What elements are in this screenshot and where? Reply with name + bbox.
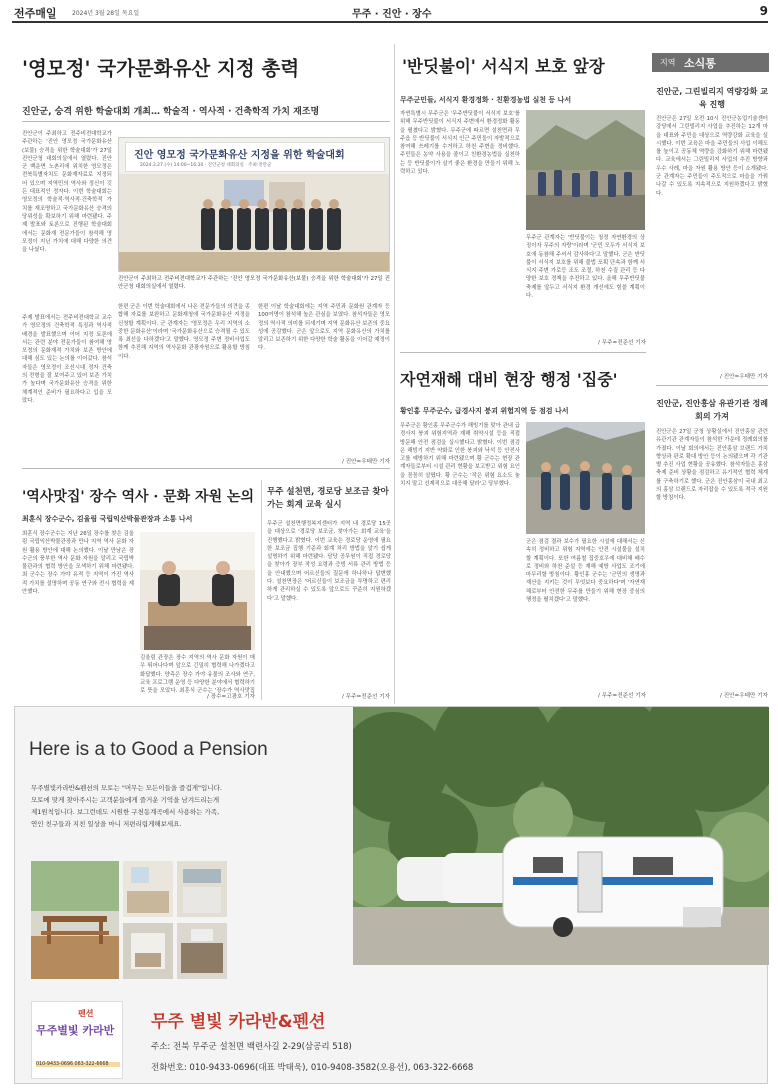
article2-col2: 무주군 관계자는 '반딧불이는 청정 자연환경의 상징이자 무주의 자랑'이라며 '군민 모두가 서식지 보호에 동참해 주셔서 감사하다'고 말했다. 군은 반딧불이 서식지 보호를 위해 불법 포획 단속과 함께 서식지 주변 가로등 조도 조절, 하천 수질 관리 등 다양한 보호 정책을 추진하고 있다. 올해 무주반딧불축제를 앞두고 서식지 환경 개선에도 힘쓸 계획이다. bbox=[526, 235, 645, 300]
article1-col1: 진안군이 주최하고 전주비전대학교가 주관하는 '진안 영모정 국가문화유산(보물) 승격을 위한 학술대회'가 27일 진안군청 대회의실에서 열렸다. 진안군 백운면 노촌리에 위치한 영모정은 전북특별자치도 문화재자료로 지정되어 있으며 지역민의 역사와 정신이 깃든 대표적인 정자다. 이번 학술대회는 영모정의 학술적·역사적·건축학적 가치를 재조명하고 국가문화유산 승격의 당위성을 확보하기 위해 마련됐다. 주제 발표와 토론으로 진행된 학술대회에서는 문화재 전문가들이 참석해 영모정이 지닌 가치에 대해 다양한 의견을 나눴다. bbox=[22, 131, 112, 254]
ad-address: 주소: 전북 무주군 설천면 백련사길 2-29(삼공리 518) bbox=[151, 1042, 352, 1052]
paper-name: 전주매일 bbox=[14, 7, 57, 20]
ad-photo-interior-1 bbox=[123, 861, 173, 917]
article1-col3: 한편 군은 이번 학술대회에서 나온 전문가들의 의견을 종합해 자료를 보완하고 문화재청에 국가문화유산 지정을 신청할 계획이다. 군 관계자는 '영모정은 우리 지역의 소중한 문화유산'이라며 '국가문화유산으로 승격될 수 있도록 최선을 다하겠다'고 말했다. 영모정 주변 정비사업도 함께 추진해 지역의 역사문화 관광자원으로 활용할 방침이다. bbox=[118, 304, 250, 360]
divider-v2 bbox=[261, 480, 262, 700]
interior-photo-4 bbox=[177, 923, 227, 979]
interior-photo-3 bbox=[123, 923, 173, 979]
logo-phone: 010-9433-0696 063-322-6668 bbox=[36, 1062, 120, 1067]
divider-v1 bbox=[394, 44, 395, 704]
ad-phone: 전화번호: 010-9433-0696(대표 박태욱), 010-9408-3582(오용선), 063-322-6668 bbox=[151, 1063, 474, 1073]
interior-photo-2 bbox=[177, 861, 227, 917]
ad-desc-4: 연인 친구들과 지친 일상을 마니 저편리립게해보세요. bbox=[31, 820, 182, 828]
photo-banner-small: 2024.3.27.(수) 14:00~16:30 · 진안군청 대회의실 · 주최:진안군 bbox=[140, 163, 272, 168]
article3-byline: / 무주=전준선 기자 bbox=[598, 693, 646, 699]
article2-subhead: 무주군민들, 서식지 환경정화 · 친환경농법 실천 등 나서 bbox=[400, 96, 572, 104]
ad-desc-3: 제1원칙입니다. 보그런데도 시원한 구천동계곡에서 사용하는 가족, bbox=[31, 808, 220, 816]
ad-photo-interior-2 bbox=[177, 861, 227, 917]
page-number: 9 bbox=[759, 4, 768, 18]
article1-col4: 한편 이날 학술대회에는 지역 주민과 문화원 관계자 등 100여명이 참석해 높은 관심을 보였다. 참석자들은 영모정의 역사적 의미를 되새기며 지역 문화유산 보존의 중요성에 공감했다. 군은 앞으로도 지역 문화유산의 가치를 알리고 보존하기 위한 다양한 학술 활동을 이어갈 예정이다. bbox=[258, 304, 390, 352]
section-title: 무주 · 진안 · 장수 bbox=[352, 9, 432, 20]
article5-col1: 무주군 설천면행정복지센터가 지역 내 경로당 15곳을 대상으로 '경로당 보조금, 찾아가는 회계 교육'을 진행했다고 밝혔다. 이번 교육은 경로당 운영에 필요한 보조금 집행 기준과 회계 처리 방법을 알기 쉽게 설명하기 위해 마련됐다. 담당 공무원이 직접 경로당을 찾아가 장부 작성 요령과 증빙 서류 관리 방법 등을 안내했으며 어르신들의 질문에 하나하나 답변했다. 설천면장은 '어르신들이 보조금을 투명하고 편리하게 관리하실 수 있도록 앞으로도 꾸준히 지원하겠다'고 말했다. bbox=[267, 521, 391, 602]
sidebar-item1-body: 진안군은 27일 오전 10시 진안군농업기술센터 강당에서 그린빌리지 사업을 추진하는 12개 마을 대표와 주민을 대상으로 역량강화 교육을 실시했다. 이번 교육은 마을 주민들의 사업 이해도를 높이고 공동체 역량을 강화하기 위해 마련됐다. 교육에서는 그린빌리지 사업의 추진 방향과 우수 사례, 마을 자원 활용 방안 등이 소개됐다. 군 관계자는 주민들이 주도적으로 마을을 가꿔 나갈 수 있도록 지속적으로 지원하겠다고 밝혔다. bbox=[656, 116, 768, 197]
volunteers-photo bbox=[526, 110, 645, 230]
article1-caption: 진안군이 주최하고 전주비전대학교가 주관하는 '진안 영모정 국가문화유산(보물) 승격을 위한 학술대회'가 27일 진안군청 대회의실에서 열렸다. bbox=[118, 276, 390, 291]
masthead-rule bbox=[12, 21, 768, 23]
ad-photo-caravans bbox=[353, 707, 769, 965]
ad-box bbox=[14, 706, 768, 1084]
sidebar-divider bbox=[656, 385, 768, 386]
article2-byline: / 무주=전준선 기자 bbox=[598, 340, 646, 346]
article1-headline: '영모정' 국가문화유산 지정 총력 bbox=[22, 57, 300, 80]
photo-banner-title: 진안 영모정 국가문화유산 지정을 위한 학술대회 bbox=[134, 150, 345, 161]
logo-main: 무주별빛 카라반 bbox=[36, 1024, 115, 1037]
article4-byline: / 장수=고광호 기자 bbox=[207, 694, 255, 700]
article3-col1: 무주군은 황인홍 무주군수가 해빙기를 맞아 관내 급경사지 붕괴 위험지역과 재해 취약시설 등을 직접 방문해 안전 점검을 실시했다고 밝혔다. 이번 점검은 해빙기 지반 약화로 인한 붕괴와 낙석 등 안전사고를 예방하기 위해 마련됐으며 황 군수는 현장 관계자들로부터 시설 관리 현황을 보고받고 위험 요인을 꼼꼼히 살폈다. 황 군수는 '작은 위험 요소도 놓치지 말고 선제적으로 대응해 달라'고 당부했다. bbox=[400, 423, 520, 488]
masthead bbox=[12, 4, 768, 20]
sidebar-header bbox=[652, 53, 769, 72]
meeting-photo bbox=[140, 532, 255, 650]
issue-date: 2024년 3월 28일 목요일 bbox=[72, 10, 140, 17]
article1-col2: 주제 발표에서는 전주비전대학교 교수가 영모정의 건축학적 특징과 역사적 배경을 발표했으며 이어 지정 토론에서는 관련 분야 전문가들이 참여해 영모정의 문화재적 가치와 보존 방안에 대해 심도 있는 논의를 이어갔다. 참석자들은 영모정이 조선시대 정자 건축의 전형을 잘 보여주고 있어 보존 가치가 높다며 국가문화유산 승격을 위한 체계적인 준비가 필요하다고 입을 모았다. bbox=[22, 315, 112, 404]
article1-subhead: 진안군, 숭격 위한 학술대회 개최… 학술적 · 역사적 · 건축학적 가치 재조명 bbox=[22, 107, 320, 117]
photo-banner bbox=[125, 142, 385, 172]
article1-byline: / 진안=우태만 기자 bbox=[342, 459, 390, 465]
article3-headline: 자연재해 대비 현장 행정 '집중' bbox=[400, 370, 618, 389]
divider-h-a2 bbox=[400, 352, 646, 353]
sidebar-item1-byline: / 진안=우태만 기자 bbox=[720, 374, 768, 380]
deck-photo bbox=[31, 861, 119, 979]
ad-headline: Here is a to Good a Pension bbox=[29, 739, 268, 760]
logo-top: 펜션 bbox=[78, 1009, 94, 1018]
divider-h-a1 bbox=[22, 468, 390, 469]
article4-subhead: 최훈식 장수군수, 김울림 국립익산박물관장과 소통 나서 bbox=[22, 515, 193, 523]
ad-desc-1: 무주별빛카라반&펜션의 모토는 "머무는 모든이들을 즐겁게"입니다. bbox=[31, 784, 222, 792]
caravan-photo bbox=[353, 707, 769, 965]
article2-col1: 자연특별시 무주군은 '무주반딧불이 서식지 보호'를 위해 무주반딧불이 서식지 주변에서 환경정화 활동을 펼쳤다고 밝혔다. 무주군에 따르면 설천면과 무주읍 등 반딧불이 서식지 인근 주민들이 자발적으로 참여해 쓰레기를 수거하고 하천 주변을 정비했다. 주민들은 농약 사용을 줄이고 친환경농법을 실천하는 등 반딧불이가 살기 좋은 환경을 만들기 위해 노력하고 있다. bbox=[400, 111, 520, 176]
article4-headline: '역사맛집' 장수 역사 · 문화 자원 논의 bbox=[22, 489, 255, 505]
article3-subhead: 황인홍 무주군수, 급경사지 붕괴 위험지역 등 점검 나서 bbox=[400, 407, 569, 415]
group-photo bbox=[119, 174, 390, 272]
sidebar-item2-headline: 진안군, 진안흥삼 유관기관 정례회의 가져 bbox=[656, 399, 768, 421]
sidebar-item1-headline: 진안군, 그린빌리지 역량강화 교육 진행 bbox=[656, 87, 768, 109]
ad-photo-interior-3 bbox=[123, 923, 173, 979]
article4-photo bbox=[140, 532, 255, 650]
article4-col2: 김울림 관장은 장수 지역의 역사 문화 자원이 매우 뛰어나다며 앞으로 긴밀히 협력해 나가겠다고 화답했다. 양측은 장수 가야 유물의 조사와 연구, 교육 프로그램 운영 등 다양한 분야에서 협력하기로 뜻을 모았다. 최훈식 군수는 '장수가 역사맛집 bbox=[140, 655, 255, 694]
inspection-photo bbox=[526, 422, 645, 534]
article2-photo bbox=[526, 110, 645, 230]
article1-photo bbox=[118, 137, 390, 272]
ad-logo bbox=[31, 1001, 123, 1079]
article3-photo bbox=[526, 422, 645, 534]
article1-sub-rule bbox=[22, 121, 390, 122]
ad-photo-interior-4 bbox=[177, 923, 227, 979]
sidebar-label: 지역 bbox=[660, 58, 676, 67]
article5-headline: 무주 설천면, 경로당 보조금 찾아가는 회계 교육 실시 bbox=[267, 487, 389, 510]
ad-desc-2: 모토에 맞게 찾아주시는 고객분들에게 즐거운 기억을 남겨드리는게 bbox=[31, 796, 220, 804]
sidebar-item2-body: 진안군은 27일 군청 상황실에서 진안홍삼 관련 유관기관 관계자들이 참석한 가운데 정례회의를 가졌다. 이날 회의에서는 진안홍삼 브랜드 가치 향상과 판로 확대 방안 등이 논의됐으며 각 기관별 추진 사업 현황을 공유했다. 참석자들은 홍삼축제 준비 상황을 점검하고 유기적인 협력 체계를 구축하기로 했다. 군은 진안홍삼이 국내 최고의 홍삼 브랜드로 자리잡을 수 있도록 적극 지원할 방침이다. bbox=[656, 429, 768, 502]
article2-headline: '반딧불이' 서식지 보호 앞장 bbox=[402, 57, 605, 76]
sidebar-title: 소식통 bbox=[684, 57, 716, 70]
article5-byline: / 무주=전준선 기자 bbox=[342, 694, 390, 700]
article4-col1: 최훈식 장수군수는 지난 26일 장수를 찾은 김울림 국립익산박물관장과 만나 지역 역사 문화 자원 활용 방안에 대해 논의했다. 이날 만남은 장수군의 풍부한 역사 문화 자원을 알리고 국립박물관과의 협력 방안을 모색하기 위해 마련됐다. 최 군수는 장수 가야 유적 등 지역이 가진 역사적 가치를 설명하며 공동 연구와 전시 협력을 제안했다. bbox=[22, 531, 134, 596]
article3-col2: 군은 점검 결과 보수가 필요한 시설에 대해서는 신속히 정비하고 위험 지역에는 안전 시설물을 설치할 계획이다. 또한 여름철 집중호우에 대비해 배수로 정비와 하천 준설 등 재해 예방 사업도 조기에 마무리할 방침이다. 황인홍 군수는 '군민의 생명과 재산을 지키는 것이 무엇보다 중요하다'며 '자연재해로부터 안전한 무주를 만들기 위해 현장 중심의 행정을 펼치겠다'고 말했다. bbox=[526, 539, 645, 604]
ad-name: 무주 별빛 카라반&펜션 bbox=[151, 1012, 326, 1032]
sidebar-item2-byline: / 진안=우태만 기자 bbox=[720, 693, 768, 699]
interior-photo-1 bbox=[123, 861, 173, 917]
ad-photo-deck bbox=[31, 861, 119, 979]
